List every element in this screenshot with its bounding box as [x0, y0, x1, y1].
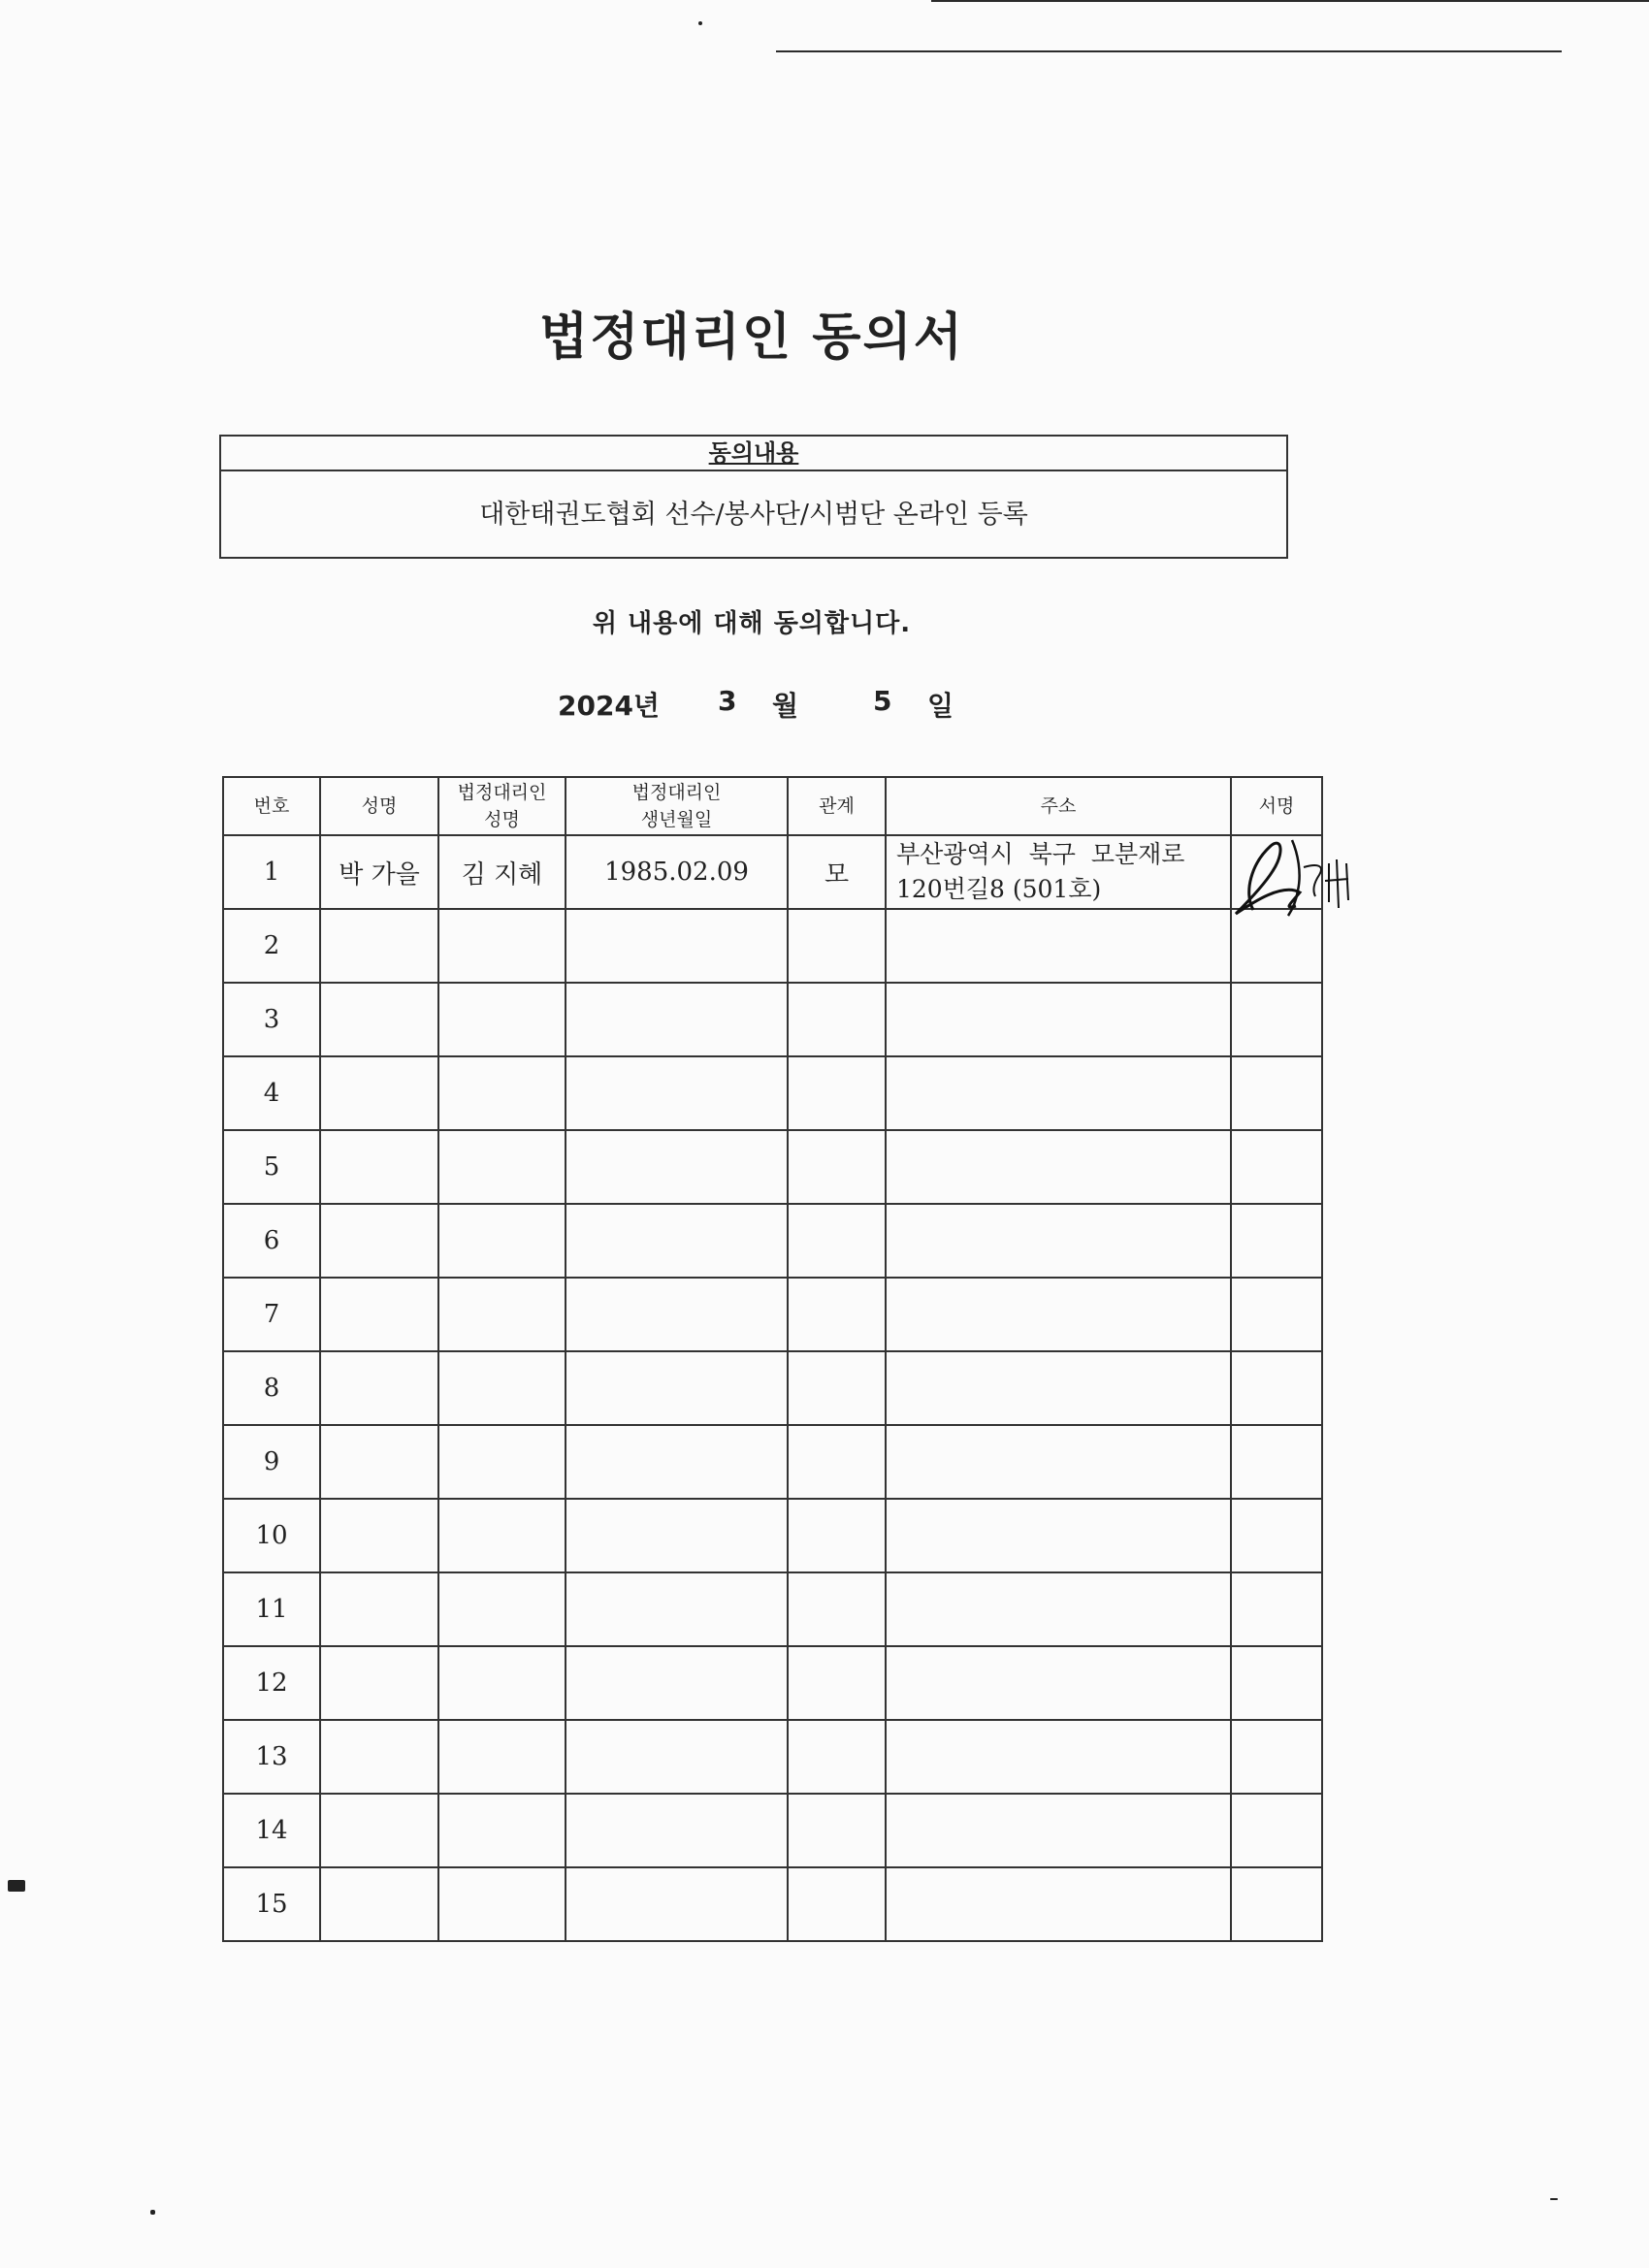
cell-guardian-birth: [566, 1867, 788, 1941]
cell-guardian-name: [438, 1794, 566, 1867]
table-row: [223, 1499, 1322, 1572]
cell-guardian-name: [438, 1425, 566, 1499]
cell-guardian-name: [438, 1130, 566, 1204]
table-row: [223, 1646, 1322, 1720]
cell-name: 박 가을: [320, 835, 438, 909]
table-row: [223, 1425, 1322, 1499]
cell-number: 6: [223, 1204, 320, 1278]
cell-guardian-birth: [566, 983, 788, 1056]
cell-relation: 모: [788, 835, 886, 909]
table-row: [223, 835, 1322, 909]
cell-address: [886, 1056, 1231, 1130]
cell-guardian-birth: [566, 1425, 788, 1499]
cell-name: [320, 1056, 438, 1130]
cell-relation: [788, 1056, 886, 1130]
cell-guardian-birth: [566, 1499, 788, 1572]
table-row: [223, 1130, 1322, 1204]
cell-signature: [1231, 835, 1322, 909]
cell-number: 11: [223, 1572, 320, 1646]
table-row: [223, 1572, 1322, 1646]
scan-speck: [150, 2210, 155, 2215]
cell-name: [320, 1720, 438, 1794]
cell-signature: [1231, 1351, 1322, 1425]
cell-relation: [788, 909, 886, 983]
cell-address: [886, 909, 1231, 983]
date-day-unit: 일: [927, 690, 954, 722]
cell-signature: [1231, 1646, 1322, 1720]
cell-guardian-birth: [566, 1278, 788, 1351]
cell-number: 5: [223, 1130, 320, 1204]
cell-name: [320, 1278, 438, 1351]
cell-address: [886, 983, 1231, 1056]
cell-address: [886, 1720, 1231, 1794]
cell-address: [886, 1204, 1231, 1278]
cell-guardian-birth: [566, 1351, 788, 1425]
cell-number: 15: [223, 1867, 320, 1941]
cell-name: [320, 1794, 438, 1867]
document-title: 법정대리인 동의서: [539, 308, 964, 367]
cell-guardian-birth: [566, 1130, 788, 1204]
table-row: [223, 909, 1322, 983]
cell-guardian-name: 김 지혜: [438, 835, 566, 909]
cell-relation: [788, 1646, 886, 1720]
cell-relation: [788, 1130, 886, 1204]
cell-number: 2: [223, 909, 320, 983]
table-row: [223, 1056, 1322, 1130]
cell-guardian-birth: [566, 1204, 788, 1278]
consent-box: [219, 435, 1288, 559]
cell-relation: [788, 1425, 886, 1499]
date-day: 5: [873, 685, 892, 717]
cell-relation: [788, 1351, 886, 1425]
table-row: [223, 1720, 1322, 1794]
date-month: 3: [718, 685, 737, 717]
cell-number: 3: [223, 983, 320, 1056]
consent-header: 동의내용: [221, 437, 1286, 471]
header-guardian-name: 법정대리인 성명: [438, 777, 566, 835]
scan-edge-line: [931, 0, 1649, 2]
table-row: [223, 1351, 1322, 1425]
cell-signature: [1231, 1278, 1322, 1351]
cell-guardian-birth: 1985.02.09: [566, 835, 788, 909]
handwritten-signature: [1224, 825, 1370, 931]
date-year: 2024년: [558, 690, 660, 722]
cell-name: [320, 909, 438, 983]
cell-name: [320, 1351, 438, 1425]
cell-name: [320, 1867, 438, 1941]
cell-signature: [1231, 983, 1322, 1056]
cell-signature: [1231, 1867, 1322, 1941]
cell-relation: [788, 1572, 886, 1646]
cell-signature: [1231, 1794, 1322, 1867]
cell-guardian-name: [438, 909, 566, 983]
cell-guardian-name: [438, 1867, 566, 1941]
scan-edge-line: [776, 50, 1562, 52]
cell-address: [886, 1794, 1231, 1867]
cell-relation: [788, 1720, 886, 1794]
cell-signature: [1231, 1720, 1322, 1794]
agreement-statement: 위 내용에 대해 동의합니다.: [592, 609, 912, 638]
cell-number: 1: [223, 835, 320, 909]
cell-guardian-birth: [566, 909, 788, 983]
cell-relation: [788, 1867, 886, 1941]
cell-guardian-name: [438, 1646, 566, 1720]
cell-relation: [788, 1794, 886, 1867]
cell-address: [886, 1425, 1231, 1499]
cell-signature: [1231, 1572, 1322, 1646]
header-guardian-birth: 법정대리인 생년월일: [566, 777, 788, 835]
cell-guardian-name: [438, 1572, 566, 1646]
cell-number: 14: [223, 1794, 320, 1867]
table-row: [223, 1278, 1322, 1351]
cell-name: [320, 1130, 438, 1204]
cell-guardian-birth: [566, 1056, 788, 1130]
cell-guardian-birth: [566, 1794, 788, 1867]
cell-signature: [1231, 1499, 1322, 1572]
date-month-unit: 월: [772, 690, 799, 722]
cell-guardian-birth: [566, 1646, 788, 1720]
table-row: [223, 1204, 1322, 1278]
cell-number: 7: [223, 1278, 320, 1351]
cell-guardian-name: [438, 1351, 566, 1425]
cell-address: [886, 1572, 1231, 1646]
header-relation: 관계: [788, 777, 886, 835]
cell-number: 13: [223, 1720, 320, 1794]
scan-speck: [698, 21, 702, 25]
cell-guardian-name: [438, 1499, 566, 1572]
cell-guardian-name: [438, 1720, 566, 1794]
cell-name: [320, 1425, 438, 1499]
cell-relation: [788, 1278, 886, 1351]
cell-address: [886, 1867, 1231, 1941]
guardian-table: [222, 776, 1323, 1942]
cell-signature: [1231, 1130, 1322, 1204]
cell-name: [320, 1572, 438, 1646]
cell-name: [320, 983, 438, 1056]
cell-address: [886, 1351, 1231, 1425]
cell-guardian-name: [438, 1056, 566, 1130]
cell-guardian-name: [438, 983, 566, 1056]
scan-speck: [8, 1880, 25, 1892]
table-row: [223, 983, 1322, 1056]
scan-speck: [1550, 2198, 1558, 2200]
cell-guardian-birth: [566, 1720, 788, 1794]
cell-relation: [788, 983, 886, 1056]
header-signature: 서명: [1231, 777, 1322, 835]
cell-name: [320, 1499, 438, 1572]
cell-address: [886, 1130, 1231, 1204]
cell-number: 8: [223, 1351, 320, 1425]
cell-number: 4: [223, 1056, 320, 1130]
cell-number: 9: [223, 1425, 320, 1499]
cell-signature: [1231, 1425, 1322, 1499]
cell-name: [320, 1646, 438, 1720]
table-row: [223, 1794, 1322, 1867]
header-address: 주소: [886, 777, 1231, 835]
cell-signature: [1231, 1204, 1322, 1278]
table-row: [223, 1867, 1322, 1941]
cell-relation: [788, 1499, 886, 1572]
cell-address: [886, 1646, 1231, 1720]
cell-address: 부산광역시 북구 모분재로 120번길8 (501호): [886, 835, 1231, 909]
consent-content: 대한태권도협회 선수/봉사단/시범단 온라인 등록: [479, 500, 1028, 530]
cell-address: [886, 1499, 1231, 1572]
cell-address: [886, 1278, 1231, 1351]
cell-guardian-birth: [566, 1572, 788, 1646]
header-number: 번호: [223, 777, 320, 835]
cell-guardian-name: [438, 1278, 566, 1351]
cell-signature: [1231, 1056, 1322, 1130]
cell-name: [320, 1204, 438, 1278]
cell-number: 12: [223, 1646, 320, 1720]
header-name: 성명: [320, 777, 438, 835]
cell-relation: [788, 1204, 886, 1278]
cell-number: 10: [223, 1499, 320, 1572]
cell-guardian-name: [438, 1204, 566, 1278]
table-header-row: [223, 777, 1322, 835]
